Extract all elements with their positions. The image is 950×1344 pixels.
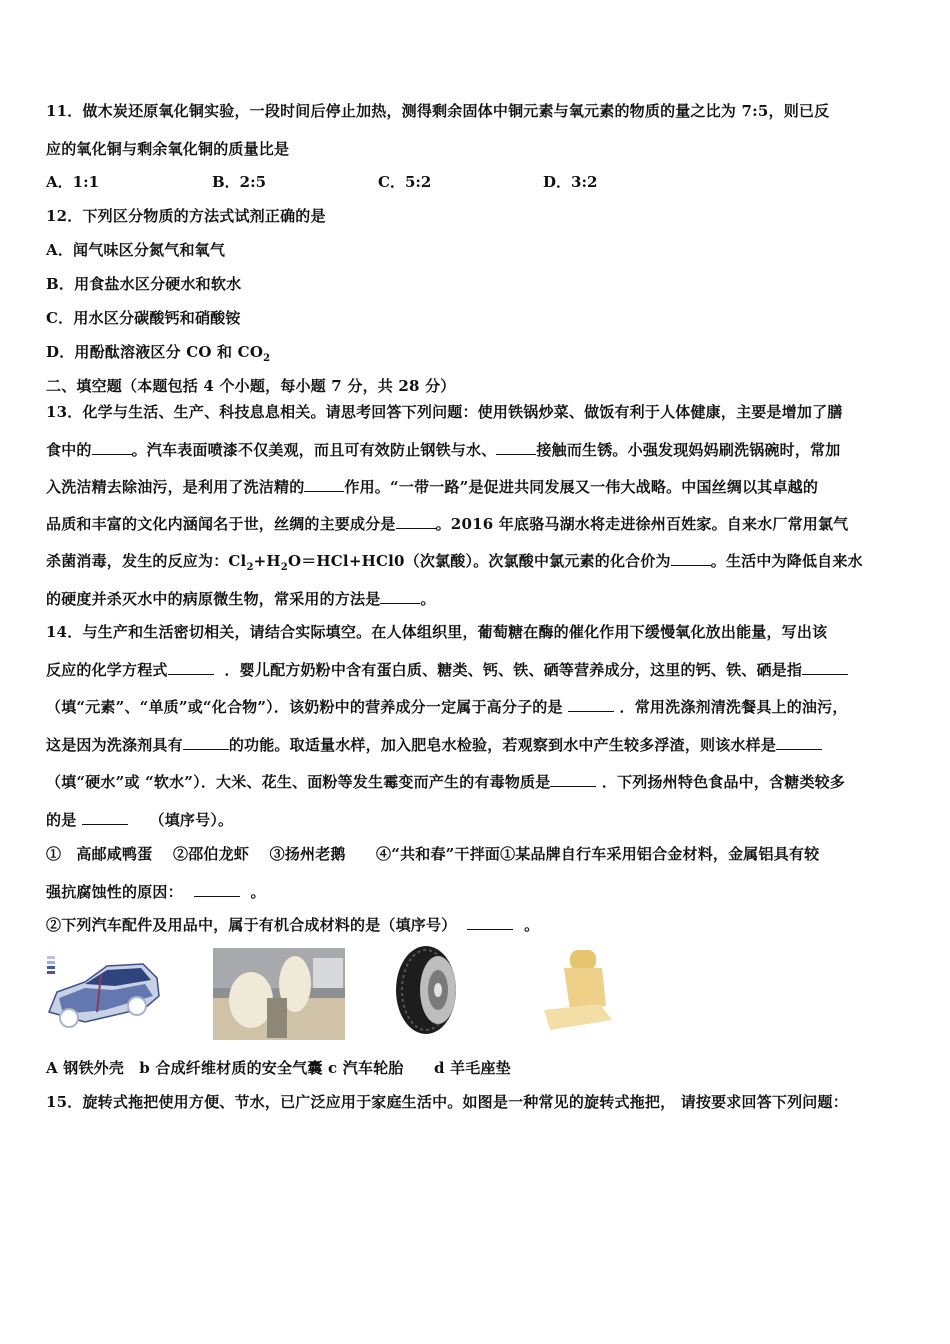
- answer-blank[interactable]: [168, 660, 214, 675]
- answer-blank[interactable]: [396, 514, 436, 529]
- q14-line4: 这是因为洗涤剂具有 的功能。取适量水样，加入肥皂水检验，若观察到水中产生较多浮渣，则该水样是: [46, 735, 822, 755]
- q13-line2: 食中的 。汽车表面喷漆不仅美观，而且可有效防止钢铁与水、 接触而生锈。小强发现妈妈刷洗锅碗时，常加: [46, 441, 841, 459]
- answer-blank[interactable]: [568, 697, 614, 712]
- q11-stem-line1: 11．做木炭还原氧化铜实验，一段时间后停止加热，测得剩余固体中铜元素与氧元素的物质的量之比为 7:5，则已反: [46, 102, 830, 120]
- q12-stem: 12．下列区分物质的方法式试剂正确的是: [46, 207, 326, 225]
- answer-blank[interactable]: [183, 735, 229, 750]
- answer-blank[interactable]: [496, 440, 536, 455]
- q11-option-c: C．5:2: [378, 173, 432, 191]
- answer-blank[interactable]: [776, 735, 822, 750]
- q14-line5: （填“硬水”或 “软水”）．大米、花生、面粉等发生霉变而产生的有毒物质是 ．下列扬州特色食品中，含糖类较多: [46, 773, 846, 791]
- q12-option-b: B．用食盐水区分硬水和软水: [46, 275, 242, 293]
- q13-line3: 入洗洁精去除油污，是利用了洗洁精的 作用。“一带一路”是促进共同发展又一伟大战略。中国丝绸以其卓越的: [46, 478, 819, 496]
- q14-line8: 强抗腐蚀性的原因： 。: [46, 883, 266, 901]
- q13-line6: 的硬度并杀灭水中的病原微生物，常采用的方法是 。: [46, 590, 436, 608]
- q14-line7: ① 高邮咸鸭蛋 ②邵伯龙虾 ③扬州老鹅 ④“共和春”干拌面①某品牌自行车采用铝合金材料，金属铝具有较: [46, 845, 820, 863]
- q12-option-d: D．用酚酞溶液区分 CO 和 $CO_2$: [46, 343, 271, 364]
- answer-blank[interactable]: [380, 589, 420, 604]
- q14-image-captions: A 钢铁外壳 b 合成纤维材质的安全气囊 c 汽车轮胎 d 羊毛座垫: [46, 1059, 511, 1077]
- q11-option-a: A．1:1: [46, 173, 100, 191]
- answer-blank[interactable]: [92, 440, 132, 455]
- q11-stem-line2: 应的氧化铜与剩余氧化铜的质量比是: [46, 140, 290, 158]
- answer-blank[interactable]: [802, 660, 848, 675]
- q11-option-b: B．2:5: [212, 173, 267, 191]
- q14-line1: 14．与生产和生活密切相关，请结合实际填空。在人体组织里，葡萄糖在酶的催化作用下缓慢氧化放出能量，写出该: [46, 623, 828, 641]
- q14-line6: 的是 （填序号）。: [46, 811, 234, 829]
- q15-stem: 15．旋转式拖把使用方便、节水，已广泛应用于家庭生活中。如图是一种常见的旋转式拖把， 请按要求回答下列问题：: [46, 1093, 848, 1111]
- q14-line9: ②下列汽车配件及用品中，属于有机合成材料的是（填序号） 。: [46, 916, 540, 934]
- q13-line5: 杀菌消毒，发生的反应为：$Cl_2+H_2O=HCl+HCl0$（次氯酸）。次氯酸中氯元素的化合价为 。生活中为降低自来水: [46, 552, 863, 573]
- tire-image: [392, 944, 466, 1036]
- answer-blank[interactable]: [467, 915, 513, 930]
- q14-line2: 反应的化学方程式 ．婴儿配方奶粉中含有蛋白质、糖类、钙、铁、硒等营养成分，这里的钙、铁、硒是指: [46, 660, 848, 680]
- car-steel-shell-image: [45, 952, 163, 1036]
- answer-blank[interactable]: [194, 882, 240, 897]
- q11-option-d: D．3:2: [543, 173, 598, 191]
- q13-line4: 品质和丰富的文化内涵闻名于世，丝绸的主要成分是 。2016 年底骆马湖水将走进徐州百姓家。自来水厂常用氯气: [46, 515, 849, 533]
- answer-blank[interactable]: [550, 772, 596, 787]
- q13-line1: 13．化学与生活、生产、科技息息相关。请思考回答下列问题：使用铁锅炒菜、做饭有利于人体健康，主要是增加了膳: [46, 403, 843, 421]
- airbag-image: [213, 948, 345, 1040]
- q12-option-c: C．用水区分碳酸钙和硝酸铵: [46, 309, 241, 327]
- section-title: 二、填空题（本题包括 4 个小题，每小题 7 分，共 28 分）: [46, 377, 456, 395]
- answer-blank[interactable]: [82, 810, 128, 825]
- q12-option-a: A．闻气味区分氮气和氧气: [46, 241, 226, 259]
- wool-seat-cushion-image: [540, 948, 618, 1034]
- answer-blank[interactable]: [671, 551, 711, 566]
- q14-line3: （填“元素”、“单质”或“化合物”）．该奶粉中的营养成分一定属于高分子的是 ．常用洗涤剂清洗餐具上的油污，: [46, 698, 848, 716]
- answer-blank[interactable]: [304, 477, 344, 492]
